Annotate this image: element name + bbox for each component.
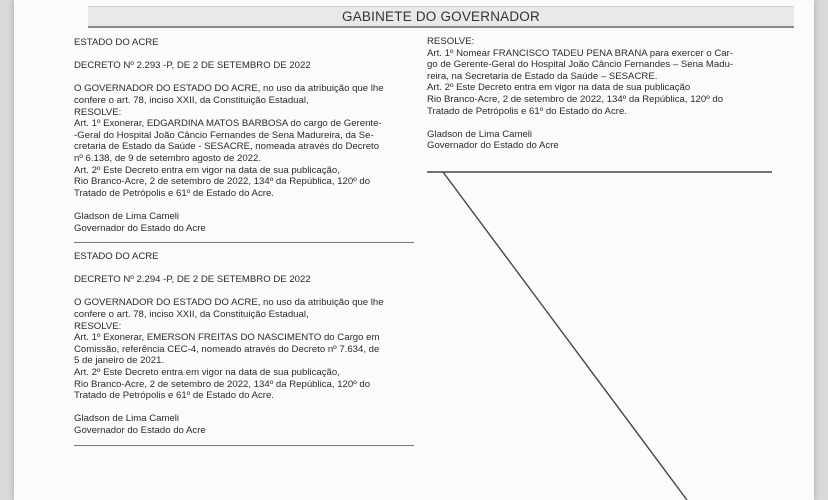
article-line: Art. 1º Exonerar, EDGARDINA MATOS BARBOSA do cargo de Gerente- <box>74 118 382 130</box>
article-line: Rio Branco-Acre, 2 de setembro de 2022, 134º da República, 120º do <box>427 93 724 105</box>
decree-2293 <box>74 37 414 234</box>
state-label: ESTADO DO ACRE <box>74 37 159 48</box>
decree-number: DECRETO Nº 2.294 -P, DE 2 DE SETEMBRO DE 2022 <box>74 274 311 286</box>
decree-nomination <box>427 36 772 152</box>
section-title: GABINETE DO GOVERNADOR <box>342 9 540 24</box>
article-line: go de Gerente-Geral do Hospital João Câncio Fernandes – Sena Madu- <box>427 59 734 71</box>
article-line: Comissão, referência CEC-4, nomeado através do Decreto nº 7.634, de <box>74 343 380 355</box>
right-column <box>427 36 772 152</box>
signature-title: Governador do Estado do Acre <box>74 222 206 234</box>
article-line: Tratado de Petrópolis e 61º de Estado do Acre. <box>74 390 274 402</box>
article-line: nº 6.138, de 9 de setembro agosto de 2022. <box>74 152 261 164</box>
signature-title: Governador do Estado do Acre <box>427 140 559 152</box>
article-line: reira, na Secretaria de Estado da Saúde – SESACRE. <box>427 70 658 82</box>
decree-2294 <box>74 251 414 437</box>
void-diagonal-mark <box>427 168 787 500</box>
preamble-line: confere o art. 78, inciso XXII, da Constituição Estadual, <box>74 94 309 106</box>
resolve-label: RESOLVE: <box>74 320 122 332</box>
article-line: Art. 2º Este Decreto entra em vigor na data de sua publicação, <box>74 367 340 379</box>
article-line: Art. 2º Este Decreto entra em vigor na data de sua publicação, <box>74 164 340 176</box>
resolve-label: RESOLVE: <box>74 106 122 118</box>
article-line: Tratado de Petrópolis e 61º do Estado do Acre. <box>427 105 627 117</box>
left-column <box>74 37 414 454</box>
divider <box>74 445 414 446</box>
article-line: Rio Branco-Acre, 2 de setembro de 2022, 134º da República, 120º do <box>74 176 371 188</box>
divider <box>74 242 414 243</box>
article-line: Art. 1º Exonerar, EMERSON FREITAS DO NASCIMENTO do Cargo em <box>74 332 380 344</box>
signature-name: Gladson de Lima Cameli <box>427 128 533 140</box>
resolve-label: RESOLVE: <box>427 36 475 47</box>
article-line: Art. 2º Este Decreto entra em vigor na data de sua publicação <box>427 82 691 94</box>
signature-name: Gladson de Lima Cameli <box>74 210 180 222</box>
article-line: Rio Branco-Acre, 2 de setembro de 2022, 134º da República, 120º do <box>74 378 371 390</box>
signature-title: Governador do Estado do Acre <box>74 425 206 436</box>
section-header <box>88 6 794 28</box>
preamble-line: O GOVERNADOR DO ESTADO DO ACRE, no uso da atribuição que lhe <box>74 83 384 95</box>
article-line: 5 de janeiro de 2021. <box>74 355 165 367</box>
article-line: -Geral do Hospital João Câncio Fernandes de Sena Madureira, da Se- <box>74 129 374 141</box>
preamble-line: O GOVERNADOR DO ESTADO DO ACRE, no uso da atribuição que lhe <box>74 297 384 309</box>
state-label: ESTADO DO ACRE <box>74 251 159 263</box>
article-line: Art. 1º Nomear FRANCISCO TADEU PENA BRANA para exercer o Car- <box>427 47 733 59</box>
signature-name: Gladson de Lima Cameli <box>74 413 180 425</box>
article-line: Tratado de Petrópolis e 61º de Estado do Acre. <box>74 187 274 199</box>
preamble-line: confere o art. 78, inciso XXII, da Constituição Estadual, <box>74 309 309 321</box>
decree-number: DECRETO Nº 2.293 -P, DE 2 DE SETEMBRO DE 2022 <box>74 60 311 72</box>
article-line: cretaria de Estado da Saúde - SESACRE, nomeada através do Decreto <box>74 141 380 153</box>
diagonal-line <box>443 172 687 500</box>
